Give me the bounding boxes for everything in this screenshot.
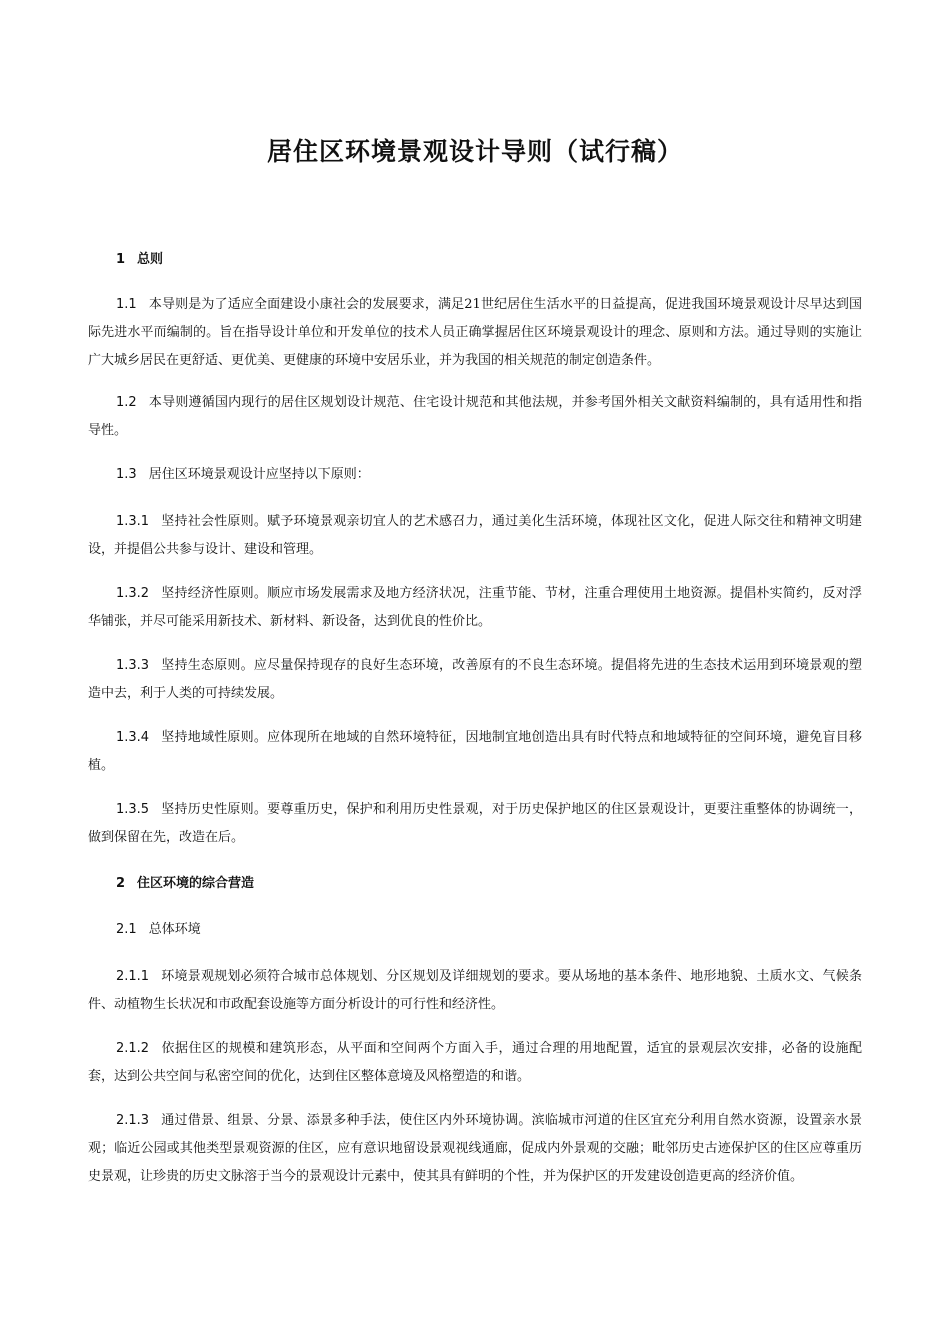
paragraph-1-2 [88,389,862,445]
paragraph-1-3-5 [88,796,862,852]
paragraph-2-1-2 [88,1035,862,1091]
section-heading-1 [116,250,163,270]
clause-number: 1.1 [116,297,137,312]
section-heading-2 [116,874,254,894]
clause-text: 居住区环境景观设计应坚持以下原则： [148,467,370,482]
section-title: 总则 [137,252,164,267]
clause-text: 坚持生态原则。应尽量保持现存的良好生态环境，改善原有的不良生态环境。提倡将先进的生态技术运用到环境景观的塑造中去，利于人类的可持续发展。 [88,658,862,701]
clause-text: 环境景观规划必须符合城市总体规划、分区规划及详细规划的要求。要从场地的基本条件、地形地貌、土质水文、气候条件、动植物生长状况和市政配套设施等方面分析设计的可行性和经济性。 [88,969,862,1012]
paragraph-2-1-1 [88,963,862,1019]
clause-number: 2.1.1 [116,969,150,984]
clause-number: 2.1.2 [116,1041,150,1056]
clause-number: 2.1.3 [116,1113,150,1128]
clause-text: 坚持历史性原则。要尊重历史，保护和利用历史性景观，对于历史保护地区的住区景观设计，更要注重整体的协调统一，做到保留在先，改造在后。 [88,802,862,845]
clause-text: 本导则是为了适应全面建设小康社会的发展要求，满足21世纪居住生活水平的日益提高，促进我国环境景观设计尽早达到国际先进水平而编制的。旨在指导设计单位和开发单位的技术人员正确掌握居住区环境景观设计的理念、原则和方法。通过导则的实施让广大城乡居民在更舒适、更优美、更健康的环境中安居乐业，并为我国的相关规范的制定创造条件。 [88,297,862,368]
paragraph-1-3-1 [88,508,862,564]
section-number: 2 [116,876,126,891]
clause-number: 1.3.1 [116,514,150,529]
paragraph-1-3-2 [88,580,862,636]
clause-number: 1.3.5 [116,802,150,817]
section-title: 住区环境的综合营造 [137,876,255,891]
clause-number: 1.2 [116,395,137,410]
subsection-title: 总体环境 [148,922,201,937]
document-title: 居住区环境景观设计导则（试行稿） [266,137,683,166]
clause-text: 坚持经济性原则。顺应市场发展需求及地方经济状况，注重节能、节材，注重合理使用土地资源。提倡朴实简约，反对浮华铺张，并尽可能采用新技术、新材料、新设备，达到优良的性价比。 [88,586,862,629]
paragraph-1-1 [88,291,862,375]
clause-text: 依据住区的规模和建筑形态，从平面和空间两个方面入手，通过合理的用地配置，适宜的景观层次安排，必备的设施配套，达到公共空间与私密空间的优化，达到住区整体意境及风格塑造的和谐。 [88,1041,862,1084]
clause-text: 本导则遵循国内现行的居住区规划设计规范、住宅设计规范和其他法规，并参考国外相关文献资料编制的，具有适用性和指导性。 [88,395,862,438]
paragraph-2-1-3 [88,1107,862,1191]
section-number: 1 [116,252,126,267]
paragraph-1-3-4 [88,724,862,780]
clause-text: 坚持社会性原则。赋予环境景观亲切宜人的艺术感召力，通过美化生活环境，体现社区文化，促进人际交往和精神文明建设，并提倡公共参与设计、建设和管理。 [88,514,862,557]
paragraph-1-3-3 [88,652,862,708]
clause-number: 1.3.3 [116,658,150,673]
clause-text: 坚持地域性原则。应体现所在地域的自然环境特征，因地制宜地创造出具有时代特点和地域特征的空间环境，避免盲目移植。 [88,730,862,773]
clause-text: 通过借景、组景、分景、添景多种手法，使住区内外环境协调。滨临城市河道的住区宜充分利用自然水资源，设置亲水景观；临近公园或其他类型景观资源的住区，应有意识地留设景观视线通廊，促成内外景观的交融；毗邻历史古迹保护区的住区应尊重历史景观，让珍贵的历史文脉溶于当今的景观设计元素中，使其具有鲜明的个性，并为保护区的开发建设创造更高的经济价值。 [88,1113,862,1184]
paragraph-1-3 [88,461,862,489]
subsection-heading-2-1 [116,920,201,940]
clause-number: 1.3.2 [116,586,150,601]
clause-number: 1.3.4 [116,730,150,745]
clause-number: 1.3 [116,467,137,482]
subsection-number: 2.1 [116,922,137,937]
